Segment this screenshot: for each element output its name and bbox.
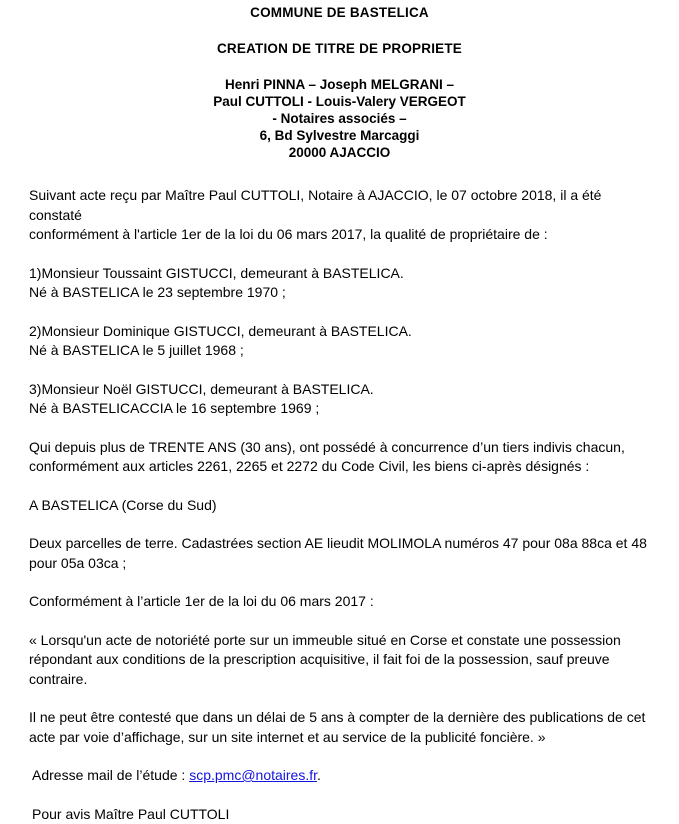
- owner-entry-3: [29, 380, 652, 419]
- possession-paragraph: [29, 438, 652, 477]
- notary-block: [0, 76, 679, 161]
- owner-3-birth: Né à BASTELICACCIA le 16 septembre 1969 ;: [29, 399, 652, 419]
- intro-paragraph: [29, 186, 652, 245]
- email-label: Adresse mail de l’étude :: [32, 767, 189, 783]
- document-title: CREATION DE TITRE DE PROPRIETE: [0, 40, 679, 58]
- possession-line-1: Qui depuis plus de TRENTE ANS (30 ans), ont possédé à concurrence d’un tiers indivis chacun,: [29, 438, 652, 458]
- parcels-paragraph: [29, 534, 652, 573]
- intro-line-2: conformément à l'article 1er de la loi du 06 mars 2017, la qualité de propriétaire de :: [29, 225, 652, 245]
- quote-first-line-2: répondant aux conditions de la prescription acquisitive, il fait foi de la possession, sauf preuve: [29, 650, 652, 670]
- email-line: [32, 766, 652, 786]
- location-line: A BASTELICA (Corse du Sud): [29, 496, 652, 516]
- notary-line-3: - Notaires associés –: [0, 110, 679, 127]
- parcels-line-2: pour 05a 03ca ;: [29, 554, 652, 574]
- quote-first-paragraph: [29, 631, 652, 690]
- quote-second-line-2: acte par voie d’affichage, sur un site internet et au service de la publicité foncière. »: [29, 728, 652, 748]
- notary-address-street: 6, Bd Sylvestre Marcaggi: [0, 127, 679, 144]
- document-header: [0, 0, 679, 161]
- owner-3-name: 3)Monsieur Noël GISTUCCI, demeurant à BASTELICA.: [29, 380, 652, 400]
- notary-line-1: Henri PINNA – Joseph MELGRANI –: [0, 76, 679, 93]
- owner-2-birth: Né à BASTELICA le 5 juillet 1968 ;: [29, 341, 652, 361]
- owner-2-name: 2)Monsieur Dominique GISTUCCI, demeurant à BASTELICA.: [29, 322, 652, 342]
- owner-1-birth: Né à BASTELICA le 23 septembre 1970 ;: [29, 283, 652, 303]
- notary-address-city: 20000 AJACCIO: [0, 144, 679, 161]
- signature-paragraph: [29, 805, 652, 824]
- email-trailing-period: .: [317, 767, 321, 783]
- owner-entry-1: [29, 264, 652, 303]
- notary-line-2: Paul CUTTOLI - Louis-Valery VERGEOT: [0, 93, 679, 110]
- quote-second-paragraph: [29, 708, 652, 747]
- possession-line-2: conformément aux articles 2261, 2265 et 2272 du Code Civil, les biens ci-après désignés :: [29, 457, 652, 477]
- commune-title: COMMUNE DE BASTELICA: [0, 4, 679, 22]
- document-body: [0, 186, 679, 824]
- location-paragraph: [29, 496, 652, 516]
- intro-line-1: Suivant acte reçu par Maître Paul CUTTOLI, Notaire à AJACCIO, le 07 octobre 2018, il a été constaté: [29, 186, 652, 225]
- law-reference-paragraph: [29, 592, 652, 612]
- owner-1-name: 1)Monsieur Toussaint GISTUCCI, demeurant à BASTELICA.: [29, 264, 652, 284]
- law-reference-line: Conformément à l’article 1er de la loi du 06 mars 2017 :: [29, 592, 652, 612]
- quote-first-line-1: « Lorsqu'un acte de notoriété porte sur un immeuble situé en Corse et constate une possession: [29, 631, 652, 651]
- email-link[interactable]: scp.pmc@notaires.fr: [189, 767, 317, 783]
- signature-line: Pour avis Maître Paul CUTTOLI: [32, 805, 652, 824]
- quote-first-line-3: contraire.: [29, 670, 652, 690]
- email-paragraph: [29, 766, 652, 786]
- quote-second-line-1: Il ne peut être contesté que dans un délai de 5 ans à compter de la dernière des publications de cet: [29, 708, 652, 728]
- owner-entry-2: [29, 322, 652, 361]
- parcels-line-1: Deux parcelles de terre. Cadastrées section AE lieudit MOLIMOLA numéros 47 pour 08a 88ca et 48: [29, 534, 652, 554]
